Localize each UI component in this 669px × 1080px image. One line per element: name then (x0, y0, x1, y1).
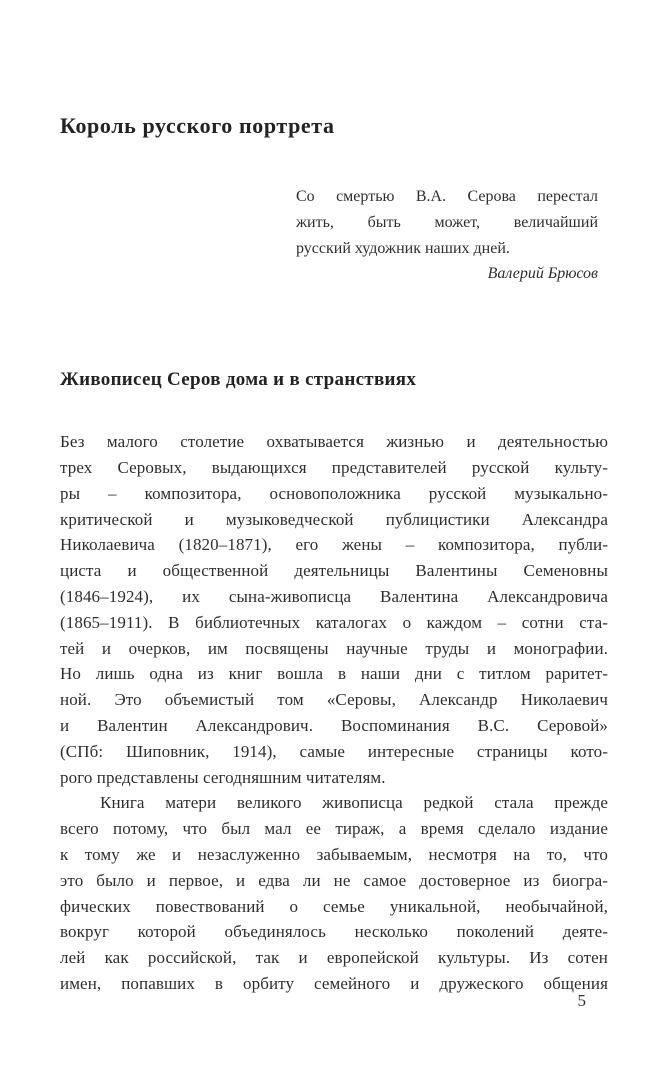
text-line: (1865–1911). В библиотечных каталогах о каждом – сотни ста- (60, 612, 608, 632)
text-line: тей и очерков, им посвящены научные труды и монографии. (60, 638, 608, 658)
text-line: фических повествований о семье уникальной, необычайной, (60, 896, 608, 916)
text-line: трех Серовых, выдающихся представителей русской культу- (60, 457, 608, 477)
text-line: ной. Это объемистый том «Серовы, Александр Николаевич (60, 690, 608, 710)
text-line: Без малого столетие охватывается жизнью и деятельностью (60, 432, 608, 452)
page-number: 5 (577, 991, 586, 1010)
text-line: и Валентин Александрович. Воспоминания В.С. Серовой» (60, 715, 608, 735)
text-line: Но лишь одна из книг вошла в наши дни с титлом раритет- (60, 664, 608, 684)
epigraph (296, 184, 598, 287)
section-heading: Живописец Серов дома и в странствиях (60, 369, 417, 391)
text-line: имен, попавших в орбиту семейного и дружеского общения (60, 973, 608, 993)
text-line: вокруг которой объединялось несколько поколений деяте- (60, 922, 608, 942)
chapter-title: Король русского портрета (60, 113, 335, 138)
text-line: это было и первое, и едва ли не самое достоверное из биогра- (60, 870, 608, 890)
text-line: лей как российской, так и европейской культуры. Из сотен (60, 948, 608, 968)
paragraph (60, 429, 608, 790)
text-line: рого представлены сегодняшним читателям. (60, 767, 386, 787)
text-line: всего потому, что был мал ее тираж, а время сделало издание (60, 819, 608, 839)
text-line: Со смертью В.А. Серова перестал (296, 188, 598, 205)
text-line: (1846–1924), их сына-живописца Валентина Александровича (60, 586, 608, 606)
epigraph-text (296, 184, 598, 261)
text-line: критической и музыковедческой публицистики Александра (60, 509, 608, 529)
epigraph-attribution: Валерий Брюсов (487, 265, 598, 283)
paragraph (60, 790, 608, 996)
text-line: Книга матери великого живописца редкой стала прежде (100, 793, 608, 813)
body-text (60, 429, 608, 997)
text-line: ры – композитора, основоположника русской музыкально- (60, 483, 608, 503)
text-line: русский художник наших дней. (296, 239, 510, 257)
text-line: (СПб: Шиповник, 1914), самые интересные страницы кото- (60, 741, 608, 761)
text-line: циста и общественной деятельницы Валентины Семеновны (60, 561, 608, 581)
text-line: жить, быть может, величайший (296, 213, 598, 231)
text-line: к тому же и незаслуженно забываемым, несмотря на то, что (60, 844, 608, 864)
text-line: Николаевича (1820–1871), его жены – композитора, публи- (60, 535, 608, 555)
